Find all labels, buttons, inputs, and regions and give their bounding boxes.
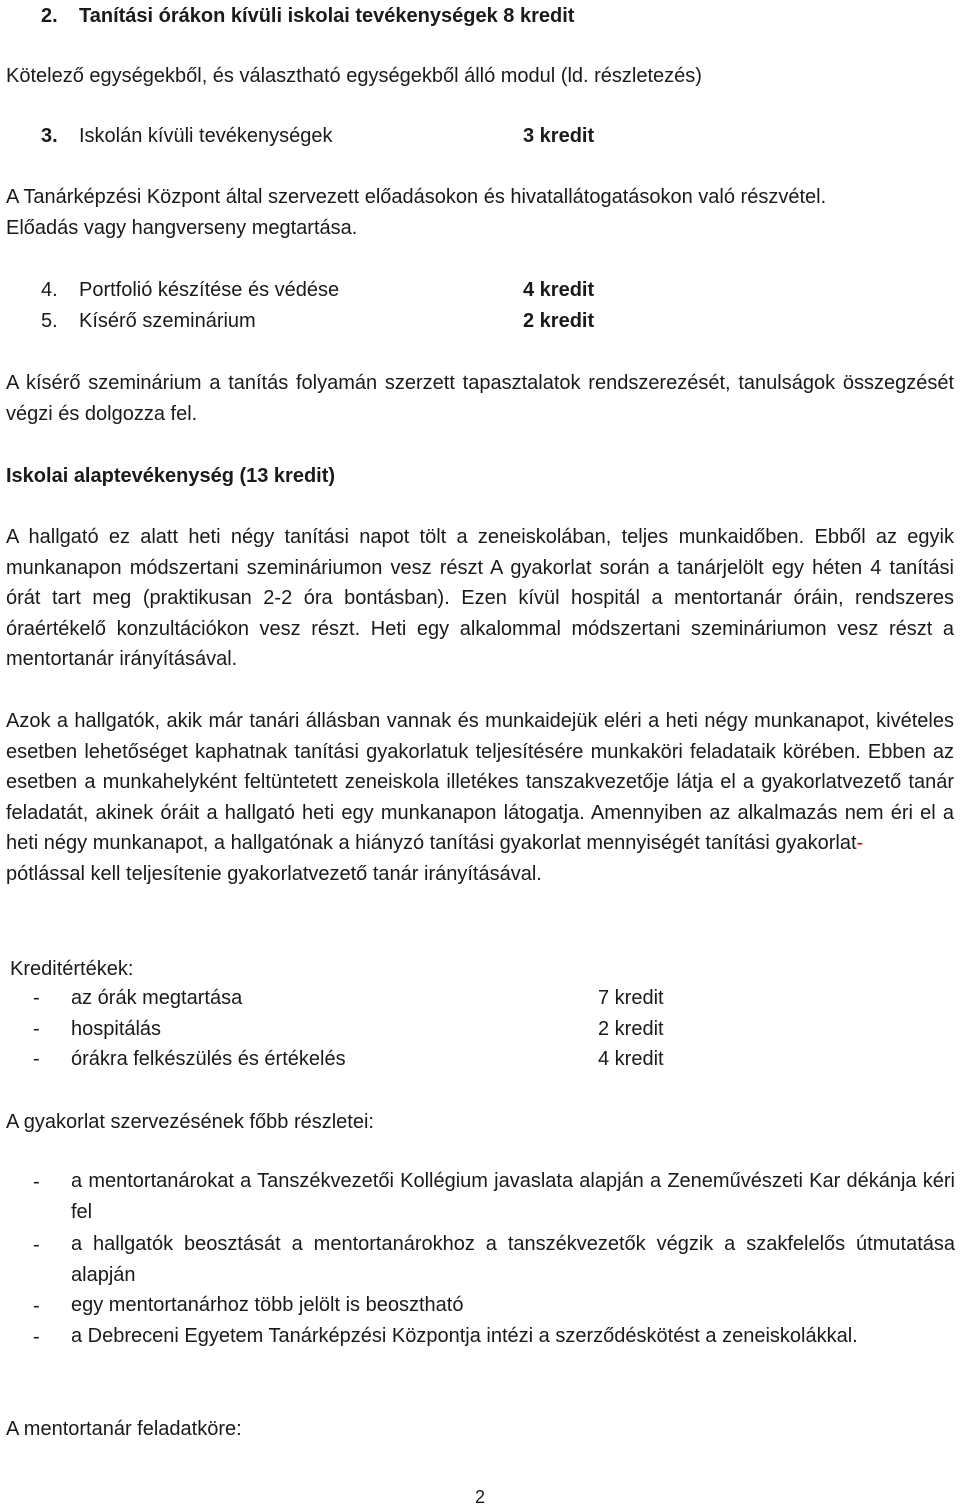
- org-item: a mentortanárokat a Tanszékvezetői Kollégium javaslata alapján a Zeneművészeti Kar dékánja kéri fel: [71, 1170, 955, 1223]
- item4-title: Portfolió készítése és védése: [79, 279, 340, 301]
- school-activity-paragraph: A hallgató ez alatt heti négy tanítási napot tölt a zeneiskolában, teljes munkaidőben. Ebből az egyik munkanapon módszertani szemináriumon vesz részt A gyakorlat során a tanárjelölt egy héten 4 tanítási órát tart meg (praktikusan 2-2 óra bontásban). Ezen kívül hospitál a mentortanár óráin, rendszeres óraértékelő konzultációkon vesz részt. Heti egy alkalommal módszertani szemináriumon vesz részt a mentortanár irányításával.: [6, 526, 954, 671]
- item5-title: Kísérő szeminárium: [79, 310, 256, 332]
- page-number: 2: [474, 1487, 485, 1507]
- org-item: a hallgatók beosztását a mentortanárokhoz a tanszékvezetők végzik a szakfelelős útmutatása alapján: [71, 1233, 955, 1286]
- org-item-dash: -: [33, 1326, 40, 1348]
- item5-credit: 2 kredit: [523, 310, 595, 332]
- item3-number: 3.: [41, 125, 58, 147]
- organization-heading: A gyakorlat szervezésének főbb részletei:: [6, 1111, 374, 1133]
- credit-label: az órák megtartása: [71, 987, 243, 1009]
- item2-credit: 8 kredit: [503, 5, 575, 27]
- seminar-paragraph: A kísérő szeminárium a tanítás folyamán szerzett tapasztalatok rendszerezését, tanulságok összegzését végzi és dolgozza fel.: [6, 372, 954, 425]
- item4-number: 4.: [41, 279, 58, 301]
- item3-description-line2: Előadás vagy hangverseny megtartása.: [6, 217, 358, 239]
- item2-description: Kötelező egységekből, és választható egységekből álló modul (ld. részletezés): [6, 65, 702, 87]
- credit-dash: -: [33, 987, 40, 1009]
- hyphen-mark: -: [856, 832, 864, 855]
- item3-credit: 3 kredit: [523, 125, 595, 147]
- org-item: egy mentortanárhoz több jelölt is beosztható: [71, 1294, 464, 1316]
- item4-credit: 4 kredit: [523, 279, 595, 301]
- item2-number: 2.: [41, 5, 58, 27]
- employed-paragraph-main: Azok a hallgatók, akik már tanári állásban vannak és munkaidejük eléri a heti négy munkanapot, kivételes esetben lehetőséget kaphatnak tanítási gyakorlatuk teljesítésére munkaköri feladataik körében. Ebben az esetben a munkahelyként feltüntetett zeneiskola illetékes tanszakvezetője látja el a gyakorlatvezető tanár feladatát, akinek óráit a hallgató heti egy munkanapon látogatja. Amennyiben az alkalmazás nem éri el a heti négy munkanapot, a hallgatónak a hiányzó tanítási gyakorlat mennyiségét tanítási gyakorlat: [6, 710, 954, 855]
- credit-label: órákra felkészülés és értékelés: [71, 1048, 346, 1070]
- item5-number: 5.: [41, 310, 58, 332]
- credit-dash: -: [33, 1048, 40, 1070]
- employed-paragraph-end: pótlással kell teljesítenie gyakorlatvezető tanár irányításával.: [6, 862, 542, 885]
- item2-title-text: Tanítási órákon kívüli iskolai tevékenységek: [79, 5, 498, 27]
- credit-value: 7 kredit: [598, 987, 664, 1009]
- item2-title: [79, 4, 574, 28]
- school-activity-heading: Iskolai alaptevékenység (13 kredit): [6, 465, 336, 487]
- item3-title: Iskolán kívüli tevékenységek: [79, 125, 333, 147]
- credit-label: hospitálás: [71, 1018, 162, 1040]
- org-item-dash: -: [33, 1234, 40, 1256]
- mentor-heading: A mentortanár feladatköre:: [6, 1418, 242, 1440]
- employed-students-paragraph: [6, 706, 954, 890]
- credit-value: 2 kredit: [598, 1018, 664, 1040]
- org-item-dash: -: [33, 1295, 40, 1317]
- credit-dash: -: [33, 1018, 40, 1040]
- org-item: a Debreceni Egyetem Tanárképzési Központja intézi a szerződéskötést a zeneiskolákkal.: [71, 1325, 858, 1347]
- credits-heading: Kreditértékek:: [10, 958, 134, 980]
- item3-description-line1: A Tanárképzési Központ által szervezett előadásokon és hivatallátogatásokon való részvétel.: [6, 186, 827, 208]
- credit-value: 4 kredit: [598, 1048, 664, 1070]
- org-item-dash: -: [33, 1171, 40, 1193]
